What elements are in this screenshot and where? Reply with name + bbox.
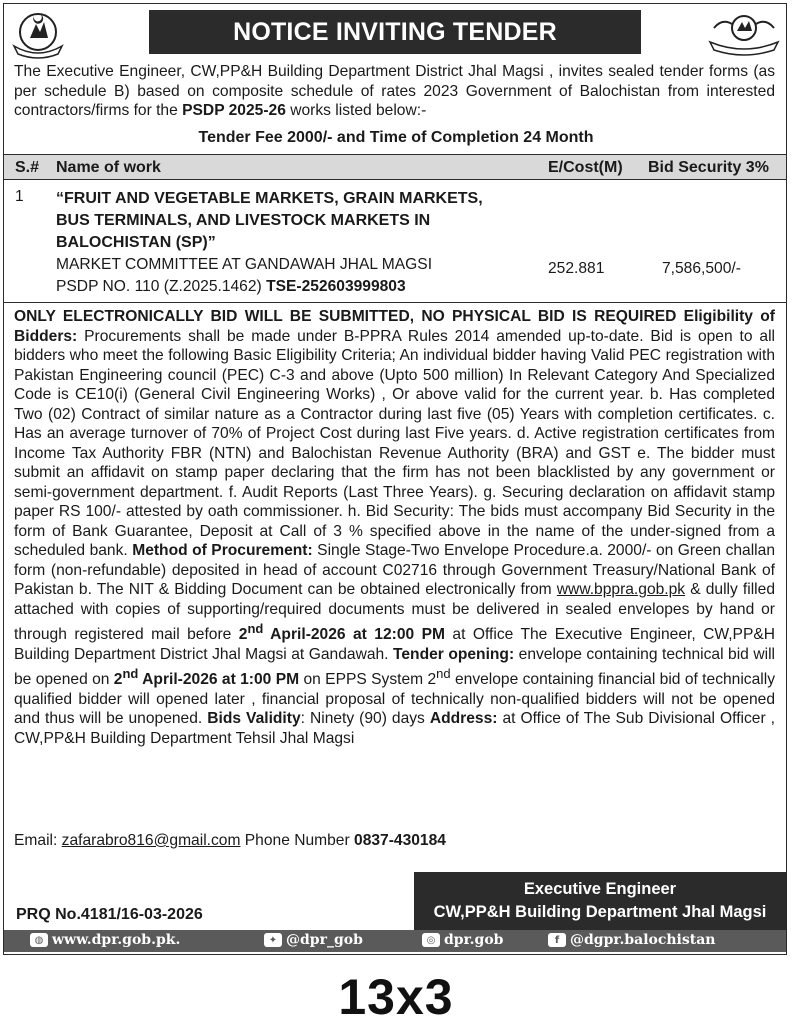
ad-size-label: 13x3 [338, 969, 454, 1025]
work-title-line: “FRUIT AND VEGETABLE MARKETS, GRAIN MARKETS, [56, 190, 483, 207]
phone-number: 0837-430184 [354, 832, 446, 849]
work-description [56, 188, 483, 298]
header-security: Bid Security 3% [648, 159, 769, 176]
prq-number: PRQ No.4181/16-03-2026 [16, 906, 203, 923]
work-psdp: PSDP NO. 110 (Z.2025.1462) TSE-252603999803 [56, 278, 406, 295]
email-link[interactable]: zafarabro816@gmail.com [61, 832, 241, 849]
table-row [4, 182, 786, 303]
work-title-line: BALOCHISTAN (SP)” [56, 234, 216, 251]
signature-department: CW,PP&H Building Department Jhal Magsi [433, 903, 767, 921]
signature-title: Executive Engineer [523, 880, 677, 898]
header-sn: S.# [15, 159, 40, 176]
work-location: MARKET COMMITTEE AT GANDAWAH JHAL MAGSI [56, 256, 433, 273]
notice-title: NOTICE INVITING TENDER [149, 10, 641, 54]
intro-paragraph: The Executive Engineer, CW,PP&H Building Department District Jhal Magsi , invites sealed tender forms (as per schedule B) based on composite schedule of rates 2023 Government of Balochistan from interested contractors/firms for the PSDP 2025-26 works listed below:- [14, 63, 775, 120]
row-cost: 252.881 [548, 260, 605, 277]
twitter-icon: ✦ [264, 933, 282, 947]
row-sn: 1 [15, 188, 24, 205]
footer-web[interactable]: ◍ www.dpr.gob.pk. [30, 932, 180, 948]
globe-icon: ◍ [30, 933, 48, 947]
footer-twitter[interactable]: ✦ @dpr_gob [264, 932, 363, 948]
header-cost: E/Cost(M) [548, 159, 623, 176]
contact-line: Email: zafarabro816@gmail.com Phone Number 0837-430184 [14, 832, 446, 849]
bppra-link[interactable]: www.bppra.gob.pk [556, 581, 686, 598]
footer-bar [4, 930, 786, 952]
footer-instagram[interactable]: ◎ dpr.gob [422, 932, 503, 948]
signature-block [414, 872, 786, 930]
row-security: 7,586,500/- [662, 260, 741, 277]
work-title-line: BUS TERMINALS, AND LIVESTOCK MARKETS IN [56, 212, 431, 229]
footer-facebook[interactable]: f @dgpr.balochistan [548, 932, 715, 948]
tse-number: TSE-252603999803 [266, 278, 406, 295]
balochistan-emblem-icon [10, 8, 66, 60]
table-header [4, 154, 786, 180]
tender-fee-line: Tender Fee 2000/- and Time of Completion 24 Month [198, 129, 594, 146]
facebook-icon: f [548, 933, 566, 947]
header-name: Name of work [56, 159, 161, 176]
government-crest-icon [706, 8, 782, 60]
instagram-icon: ◎ [422, 933, 440, 947]
terms-paragraph: ONLY ELECTRONICALLY BID WILL BE SUBMITTED, NO PHYSICAL BID IS REQUIRED Eligibility of Bidders: Procurements shall be made under B-PPRA Rules 2014 amended up-to-date. Bid is open to all bidders who meet the following Basic Eligibility Criteria; An individual bidder having Valid PEC registration with Pakistan Engineering council (PEC) C-3 and above (Upto 500 million) In Relevant Category And Specialized Code is CE10(i) (General Civil Engineering Works) , Or above valid for the current year. b. Has completed Two (02) Contract of similar nature as a Contractor during last five (05) Years with completion certificates. c. Has an average turnover of 70% of Project Cost during last Five years. d. Active registration certificates from Income Tax Authority FBR (NTN) and Balochistan Revenue Authority (BRA) and GST e. The bidder must submit an affidavit on stamp paper declaring that the firm has not been blacklisted by any government or semi-government department. f. Audit Reports (Last Three Years). g. Securing declaration on affidavit stamp paper RS 100/- attested by oath commissioner. h. Bid Security: The bids must accompany Bid Security in the form of Bank Guarantee, Deposit at Call of 3 % specified above in the name of the under-signed from a scheduled bank. Method of Procurement: Single Stage-Two Envelope Procedure.a. 2000/- on Green challan form (non-refundable) deposited in head of account C02716 through Government Treasury/National Bank of Pakistan b. The NIT & Bidding Document can be obtained electronically from www.bppra.gob.pk & dully filled attached with copies of supporting/required documents must be delivered in sealed envelopes by hand or through registered mail before 2nd April-2026 at 12:00 PM at Office The Executive Engineer, CW,PP&H Building Department District Jhal Magsi at Gandawah. Tender opening: envelope containing technical bid will be opened on 2nd April-2026 at 1:00 PM on EPPS System 2nd envelope containing financial bid of technically qualified bidder will opened later , financial proposal of technically non-qualified bidders will not be opened and thus will be unopened. Bids Validity: Ninety (90) days Address: at Office of The Sub Divisional Officer , CW,PP&H Building Department Tehsil Jhal Magsi [14, 308, 776, 747]
